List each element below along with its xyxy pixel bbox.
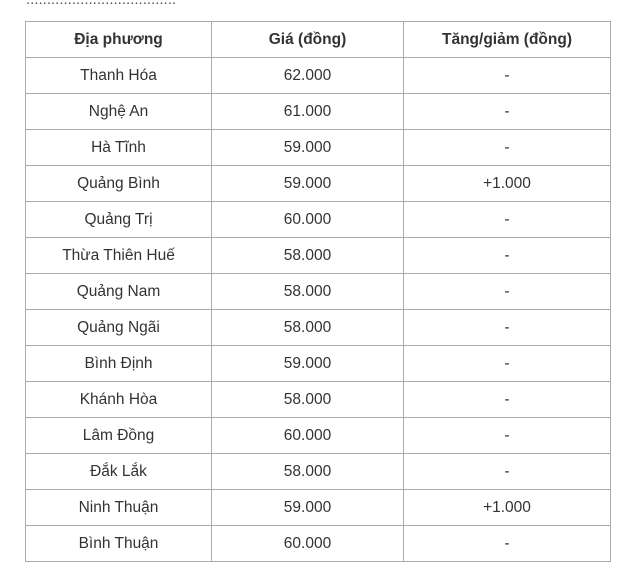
table-row xyxy=(26,382,611,418)
price-cell: 60.000 xyxy=(212,202,404,238)
region-cell: Quảng Bình xyxy=(26,166,212,202)
table-row xyxy=(26,94,611,130)
price-cell: 59.000 xyxy=(212,346,404,382)
price-cell: 58.000 xyxy=(212,238,404,274)
price-cell: 59.000 xyxy=(212,130,404,166)
cutoff-caption xyxy=(26,0,176,8)
price-cell: 60.000 xyxy=(212,526,404,562)
price-cell: 60.000 xyxy=(212,418,404,454)
region-cell: Bình Thuận xyxy=(26,526,212,562)
region-cell: Khánh Hòa xyxy=(26,382,212,418)
table-row xyxy=(26,238,611,274)
table-row xyxy=(26,454,611,490)
change-cell: - xyxy=(404,58,611,94)
price-cell: 62.000 xyxy=(212,58,404,94)
region-cell: Ninh Thuận xyxy=(26,490,212,526)
region-cell: Đắk Lắk xyxy=(26,454,212,490)
change-cell: - xyxy=(404,310,611,346)
price-cell: 58.000 xyxy=(212,274,404,310)
region-cell: Thừa Thiên Huế xyxy=(26,238,212,274)
table-row xyxy=(26,418,611,454)
change-cell: +1.000 xyxy=(404,166,611,202)
table-row xyxy=(26,274,611,310)
change-cell: - xyxy=(404,454,611,490)
region-cell: Nghệ An xyxy=(26,94,212,130)
price-table xyxy=(25,21,611,562)
region-cell: Quảng Ngãi xyxy=(26,310,212,346)
table-row xyxy=(26,58,611,94)
region-cell: Quảng Trị xyxy=(26,202,212,238)
change-cell: - xyxy=(404,202,611,238)
table-row xyxy=(26,526,611,562)
table-row xyxy=(26,310,611,346)
region-cell: Bình Định xyxy=(26,346,212,382)
column-header-change: Tăng/giảm (đồng) xyxy=(404,22,611,58)
price-cell: 58.000 xyxy=(212,382,404,418)
region-cell: Quảng Nam xyxy=(26,274,212,310)
table-row xyxy=(26,202,611,238)
change-cell: - xyxy=(404,526,611,562)
change-cell: +1.000 xyxy=(404,490,611,526)
change-cell: - xyxy=(404,346,611,382)
price-cell: 58.000 xyxy=(212,310,404,346)
price-cell: 59.000 xyxy=(212,166,404,202)
column-header-region: Địa phương xyxy=(26,22,212,58)
table-row xyxy=(26,130,611,166)
price-cell: 58.000 xyxy=(212,454,404,490)
region-cell: Thanh Hóa xyxy=(26,58,212,94)
column-header-price: Giá (đồng) xyxy=(212,22,404,58)
change-cell: - xyxy=(404,238,611,274)
change-cell: - xyxy=(404,418,611,454)
change-cell: - xyxy=(404,130,611,166)
table-header-row xyxy=(26,22,611,58)
table-row xyxy=(26,346,611,382)
change-cell: - xyxy=(404,382,611,418)
region-cell: Lâm Đồng xyxy=(26,418,212,454)
table-row xyxy=(26,166,611,202)
region-cell: Hà Tĩnh xyxy=(26,130,212,166)
price-cell: 59.000 xyxy=(212,490,404,526)
table-row xyxy=(26,490,611,526)
change-cell: - xyxy=(404,274,611,310)
price-cell: 61.000 xyxy=(212,94,404,130)
change-cell: - xyxy=(404,94,611,130)
